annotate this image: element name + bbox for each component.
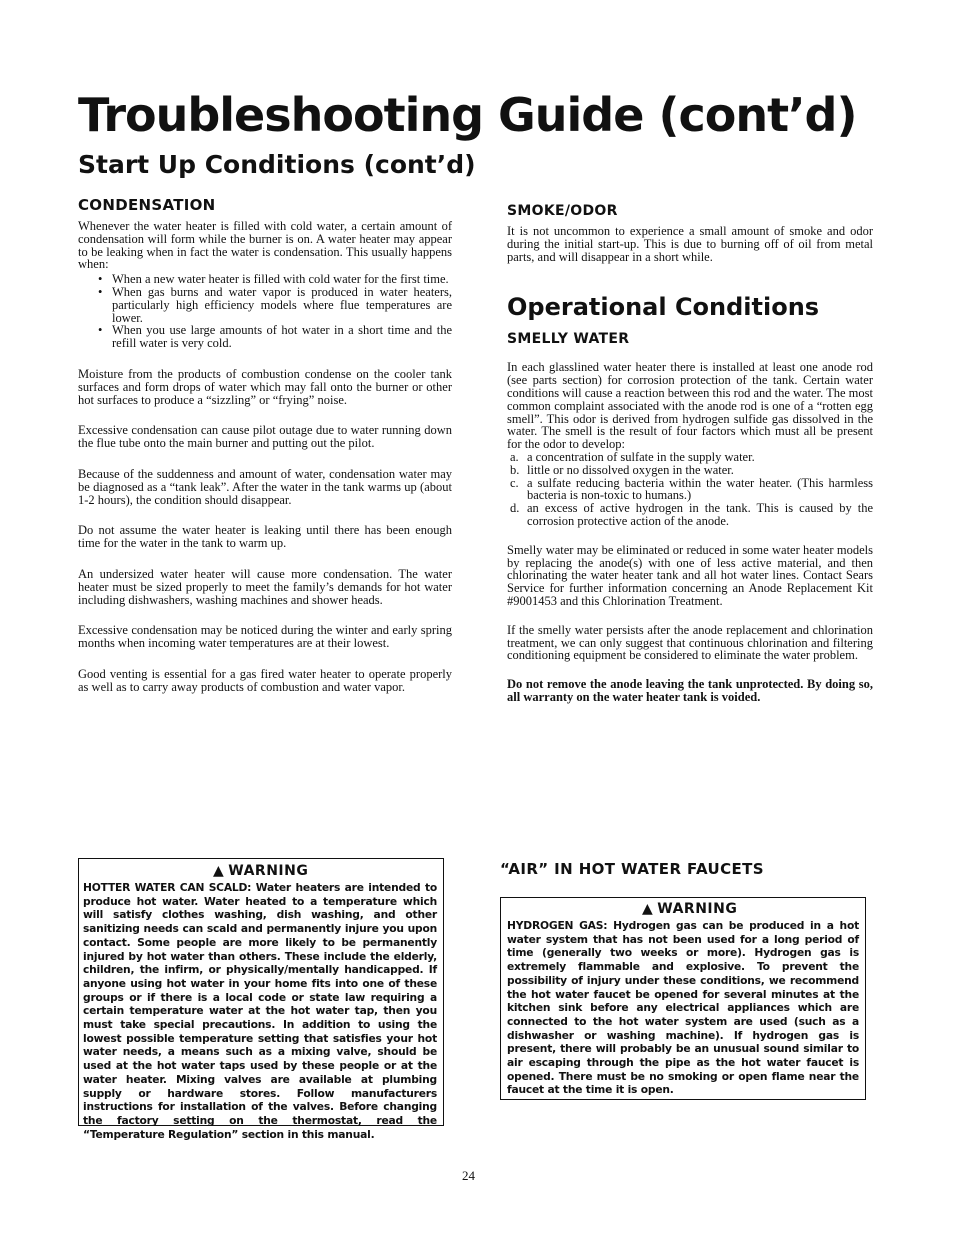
list-letter: b. [510, 462, 520, 477]
bullet-icon: • [98, 272, 103, 287]
paragraph: If the smelly water persists after the anode replacement and chlorination treatment, we can only suggest that continuous chlorination and filtering conditioning equipment be considered to eliminate the water problem. [507, 622, 873, 663]
bullet-icon: • [98, 323, 103, 338]
smelly-water-heading: SMELLY WATER [507, 331, 630, 348]
paragraph: An undersized water heater will cause more condensation. The water heater must be sized properly to meet the family’s demands for hot water including dishwashers, washing machines and shower heads. [78, 566, 452, 607]
paragraph: Excessive condensation can cause pilot outage due to water running down the flue tube onto the main burner and putting out the pilot. [78, 423, 452, 451]
paragraph: Do not assume the water heater is leaking until there has been enough time for the water in the tank to warm up. [78, 523, 452, 551]
operational-conditions-heading: Operational Conditions [507, 293, 820, 322]
smoke-odor-heading: SMOKE/ODOR [507, 203, 618, 219]
list-letter: c. [510, 475, 519, 490]
list-item: b. little or no dissolved oxygen in the water. [510, 462, 734, 477]
warning-text: HYDROGEN GAS: Hydrogen gas can be produced in a hot water system that has not been used for a long period of time (generally two weeks or more). Hydrogen gas is extremely flammable and explosive. To prevent the possibility of injury under these conditions, we recommend the hot water faucet be opened for several minutes at the kitchen sink before any electrical appliances which are connected to the hot water system are used (such as a dishwasher or washing machine). If hydrogen gas is present, there will probably be an unusual sound similar to air escaping through the pipe as the hot water faucet is opened. There must be no smoking or open flame near the faucet at the time it is open. [507, 919, 859, 1097]
warning-icon: ▲ [642, 901, 654, 917]
list-item: c. a sulfate reducing bacteria within the water heater. (This harmless bacteria is non-toxic to humans.) [510, 475, 873, 503]
paragraph: Excessive condensation may be noticed during the winter and early spring months when incoming water temperatures are at their lowest. [78, 623, 452, 651]
list-letter: d. [510, 501, 520, 516]
condensation-intro: Whenever the water heater is filled with cold water, a certain amount of condensation will form while the burner is on. A water heater may appear to be leaking when in fact the water is condensation. This usually happens when: [78, 219, 452, 272]
paragraph: Because of the suddenness and amount of water, condensation water may be diagnosed as a “tank leak”. After the water in the tank warms up (about 1-2 hours), the condition should disappear. [78, 466, 452, 507]
list-item: • When gas burns and water vapor is produced in water heaters, particularly high efficiency models where flue temperatures are lower. [98, 284, 452, 325]
list-item: • When a new water heater is filled with cold water for the first time. [98, 272, 449, 287]
paragraph: Good venting is essential for a gas fired water heater to operate properly as well as to carry away products of combustion and water vapor. [78, 666, 452, 694]
page-title: Troubleshooting Guide (cont’d) [78, 88, 857, 142]
warning-text: HOTTER WATER CAN SCALD: Water heaters are intended to produce hot water. Water heated to a temperature which will satisfy clothes washing, dish washing, and other sanitizing needs can scald and permanently injure you upon contact. Some people are more likely to be permanently injured by hot water than others. These include the elderly, children, the infirm, or physically/mentally handicapped. If anyone using hot water in your home fits into one of these groups or if there is a local code or state law requiring a certain temperature water at the hot water tap, then you must take special precautions. In addition to using the lowest possible temperature setting that satisfies your hot water needs, a means such as a mixing valve, should be used at the hot water taps used by these people or at the water heater. Mixing valves are available at plumbing supply or hardware stores. Follow manufacturers instructions for installation of the valves. Before changing the factory setting on the thermostat, read the “Temperature Regulation” section in this manual. [83, 881, 437, 1141]
hot-water-warning-box [78, 858, 444, 1141]
bullet-icon: • [98, 284, 103, 299]
condensation-bullet-list [78, 273, 452, 350]
factor-list [507, 451, 873, 528]
warning-icon: ▲ [213, 863, 225, 879]
hydrogen-warning-box [500, 897, 866, 1100]
warning-header: ▲ WARNING [642, 901, 738, 917]
air-in-faucets-heading: “AIR” IN HOT WATER FAUCETS [500, 860, 764, 878]
smoke-odor-text: It is not uncommon to experience a small amount of smoke and odor during the initial start-up. This is due to burning off of oil from metal parts, and will disappear in a short while. [507, 224, 873, 264]
smelly-water-intro: In each glasslined water heater there is installed at least one anode rod (see parts section) for corrosion protection of the tank. Certain water conditions will cause a reaction between this rod and the water. The most common complaint associated with the anode rod is one of a “rotten egg smell”. This odor is derived from hydrogen sulfide gas dissolved in the water. The smell is the result of four factors which must all be present for the odor to develop: [507, 360, 873, 452]
list-item: • When you use large amounts of hot water in a short time and the refill water is very cold. [98, 323, 452, 351]
paragraph: Smelly water may be eliminated or reduced in some water heater models by replacing the anode(s) with one of less active material, and then chlorinating the water heater tank and all hot water lines. Contact Sears Service for further information concerning an Anode Replacement Kit #9001453 and this Chlorination Treatment. [507, 542, 873, 608]
list-item: a. a concentration of sulfate in the supply water. [510, 449, 755, 464]
right-column [507, 203, 873, 704]
page-number: 24 [462, 1168, 475, 1183]
list-letter: a. [510, 449, 519, 464]
paragraph: Moisture from the products of combustion condense on the cooler tank surfaces and form drops of water which may fall onto the burner or other hot surfaces to produce a “sizzling” or “frying” noise. [78, 366, 452, 407]
left-column [78, 196, 452, 694]
condensation-heading: CONDENSATION [78, 196, 216, 214]
warning-header: ▲ WARNING [213, 863, 309, 879]
list-item: d. an excess of active hydrogen in the tank. This is caused by the corrosion protective action of the anode. [510, 501, 873, 528]
warranty-note: Do not remove the anode leaving the tank unprotected. By doing so, all warranty on the water heater tank is voided. [507, 677, 873, 704]
section-subtitle: Start Up Conditions (cont’d) [78, 150, 476, 179]
